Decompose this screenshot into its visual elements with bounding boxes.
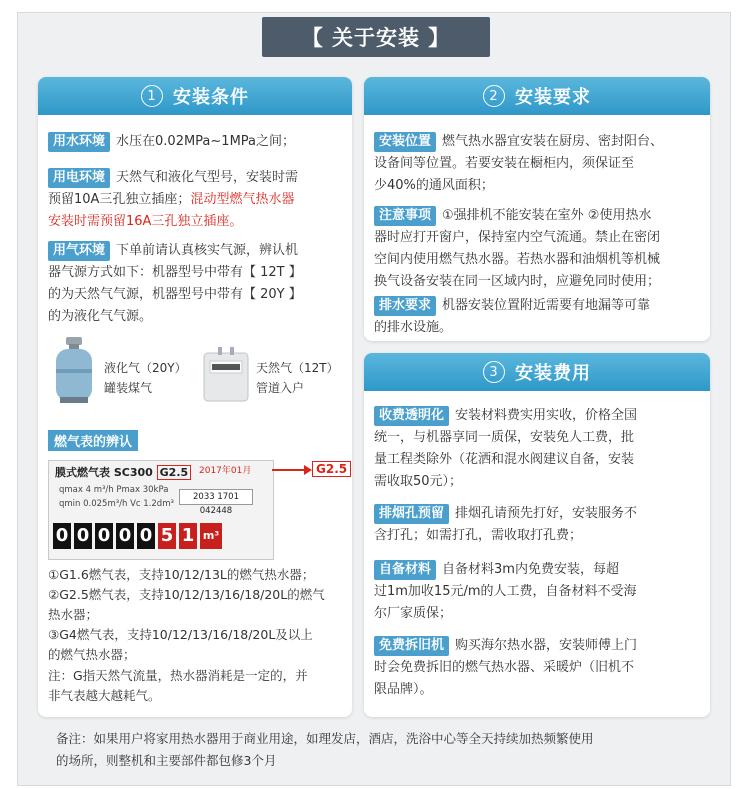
meter-serial: 2033 1701 042448 [179, 489, 253, 505]
card-title: 安装要求 [515, 87, 591, 108]
meter-spec: qmax 4 m³/h Pmax 30kPa [59, 485, 169, 495]
meter-digit: 0 [116, 523, 134, 549]
meter-note-text: 注：G指天然气流量，热水器消耗是一定的，并 [48, 668, 308, 683]
attention-block [374, 205, 706, 293]
ng-label: 天然气（12T） [256, 361, 339, 375]
meter-note-text: 非气表越大越耗气。 [48, 688, 161, 703]
install-conditions-card [38, 77, 352, 717]
hole-block [374, 503, 706, 547]
meter-digit: 1 [179, 523, 197, 549]
position-text: 少40%的通风面积； [374, 178, 494, 193]
card-title: 安装费用 [515, 363, 591, 384]
gas-env-text: 的为液化气气源。 [48, 309, 153, 324]
meter-date: 2017年01月 [199, 466, 252, 476]
fee-text: 统一，与机器享同一质保，安装免人工费，批 [374, 430, 635, 445]
hole-text: 排烟孔请预先打好，安装服务不 [455, 506, 638, 521]
drain-tag: 排水要求 [374, 296, 436, 316]
meter-list-item: 热水器； [48, 607, 99, 622]
meter-list-item: ②G2.5燃气表，支持10/12/13/16/18/20L的燃气 [48, 587, 325, 602]
fee-block [374, 405, 706, 493]
position-text: 设备间等位置。若要安装在橱柜内，须保证至 [374, 156, 635, 171]
lpg-label: 液化气（20Y） [104, 361, 187, 375]
water-env-tag: 用水环境 [48, 132, 110, 152]
meter-section-title: 燃气表的辨认 [48, 430, 138, 451]
old-removal-text: 购买海尔热水器，安装师傅上门 [455, 638, 638, 653]
gas-meter-icon [200, 347, 252, 405]
attention-text: 空间内使用燃气热水器。若热水器和油烟机等机械 [374, 252, 661, 267]
install-requirements-card [364, 77, 710, 341]
gas-env-block [48, 240, 352, 328]
meter-unit: m³ [200, 523, 222, 549]
water-env-row [48, 131, 348, 153]
drain-block [374, 295, 706, 339]
fee-tag: 收费透明化 [374, 406, 449, 426]
top-strip [0, 0, 750, 10]
attention-text: ①强排机不能安装在室外 ②使用热水 [442, 208, 652, 223]
gas-env-text: 的为天然气气源，机器型号中带有【 20Y 】 [48, 287, 302, 302]
attention-text: 器时应打开窗户，保持室内空气流通。禁止在密闭 [374, 230, 661, 245]
old-removal-text: 时会免费拆旧的燃气热水器、采暖炉（旧机不 [374, 660, 635, 675]
old-removal-tag: 免费拆旧机 [374, 636, 449, 656]
callout-arrow-icon [272, 463, 312, 477]
step-number-badge: 3 [483, 361, 505, 383]
materials-tag: 自备材料 [374, 560, 436, 580]
hybrid-warning: 混动型燃气热水器 [190, 192, 295, 207]
page-title: 【 关于安装 】 [262, 17, 490, 57]
materials-text: 尔厂家质保； [374, 606, 453, 621]
hybrid-warning: 安装时需预留16A三孔独立插座。 [48, 214, 243, 229]
step-number-badge: 2 [483, 85, 505, 107]
materials-block [374, 559, 706, 625]
gas-env-text: 下单前请认真核实气源，辨认机 [116, 243, 299, 258]
gas-env-tag: 用气环境 [48, 241, 110, 261]
position-block [374, 131, 704, 197]
footer-note [56, 728, 716, 772]
old-removal-text: 限品牌）。 [374, 682, 433, 697]
materials-text: 过1m加收15元/m的人工费，自备材料不受海 [374, 584, 637, 599]
meter-counter [53, 523, 222, 549]
power-env-text: 天然气和液化气型号，安装时需 [116, 170, 299, 185]
position-text: 燃气热水器宜安装在厨房、密封阳台、 [442, 134, 664, 149]
step-number-badge: 1 [141, 85, 163, 107]
meter-list-item: ①G1.6燃气表，支持10/12/13L的燃气热水器； [48, 567, 315, 582]
drain-text: 机器安装位置附近需要有地漏等可靠 [442, 298, 651, 313]
hole-tag: 排烟孔预留 [374, 504, 449, 524]
fee-text: 需收取50元）； [374, 474, 463, 489]
meter-list-item: 的燃气热水器； [48, 647, 136, 662]
meter-digit: 5 [158, 523, 176, 549]
install-fee-card [364, 353, 710, 717]
water-env-text: 水压在0.02MPa~1MPa之间； [116, 134, 296, 149]
hole-text: 含打孔；如需打孔，需收取打孔费； [374, 528, 583, 543]
power-env-tag: 用电环境 [48, 168, 110, 188]
power-env-text: 预留10A三孔独立插座； [48, 192, 191, 207]
meter-spec: qmin 0.025m³/h Vc 1.2dm³ [59, 499, 174, 509]
lpg-sub: 罐装煤气 [104, 381, 153, 395]
footer-note-text: 的场所，则整机和主要部件都包修3个月 [56, 753, 277, 768]
attention-text: 换气设备安装在同一区域内时，应避免同时使用； [374, 274, 661, 289]
card-header [38, 77, 352, 115]
meter-digit: 0 [53, 523, 71, 549]
meter-digit: 0 [137, 523, 155, 549]
lpg-caption [104, 358, 187, 398]
fee-text: 安装材料费实用实收，价格全国 [455, 408, 638, 423]
card-title: 安装条件 [173, 87, 249, 108]
power-env-block [48, 167, 348, 233]
meter-list-item: ③G4燃气表，支持10/12/13/16/18/20L及以上 [48, 627, 313, 642]
meter-note [48, 666, 348, 706]
meter-photo [48, 460, 274, 560]
ng-caption [256, 358, 339, 398]
fee-text: 量工程类除外（花洒和混水阀建议自备，安装 [374, 452, 635, 467]
attention-tag: 注意事项 [374, 206, 436, 226]
card-header [364, 77, 710, 115]
drain-text: 的排水设施。 [374, 320, 453, 335]
materials-text: 自备材料3m内免费安装，每超 [442, 562, 619, 577]
meter-digit: 0 [74, 523, 92, 549]
gas-cylinder-icon [50, 335, 98, 405]
meter-list [48, 565, 348, 665]
meter-model: 膜式燃气表 SC300 [55, 466, 153, 479]
meter-digit: 0 [95, 523, 113, 549]
meter-g-rating: G2.5 [157, 465, 192, 480]
old-removal-block [374, 635, 706, 701]
ng-sub: 管道入户 [256, 381, 305, 395]
gas-env-text: 器气源方式如下：机器型号中带有【 12T 】 [48, 265, 302, 280]
position-tag: 安装位置 [374, 132, 436, 152]
card-header [364, 353, 710, 391]
g-rating-callout: G2.5 [312, 461, 351, 477]
footer-note-text: 备注：如果用户将家用热水器用于商业用途，如理发店，酒店，洗浴中心等全天持续加热频繁使用 [56, 731, 594, 746]
